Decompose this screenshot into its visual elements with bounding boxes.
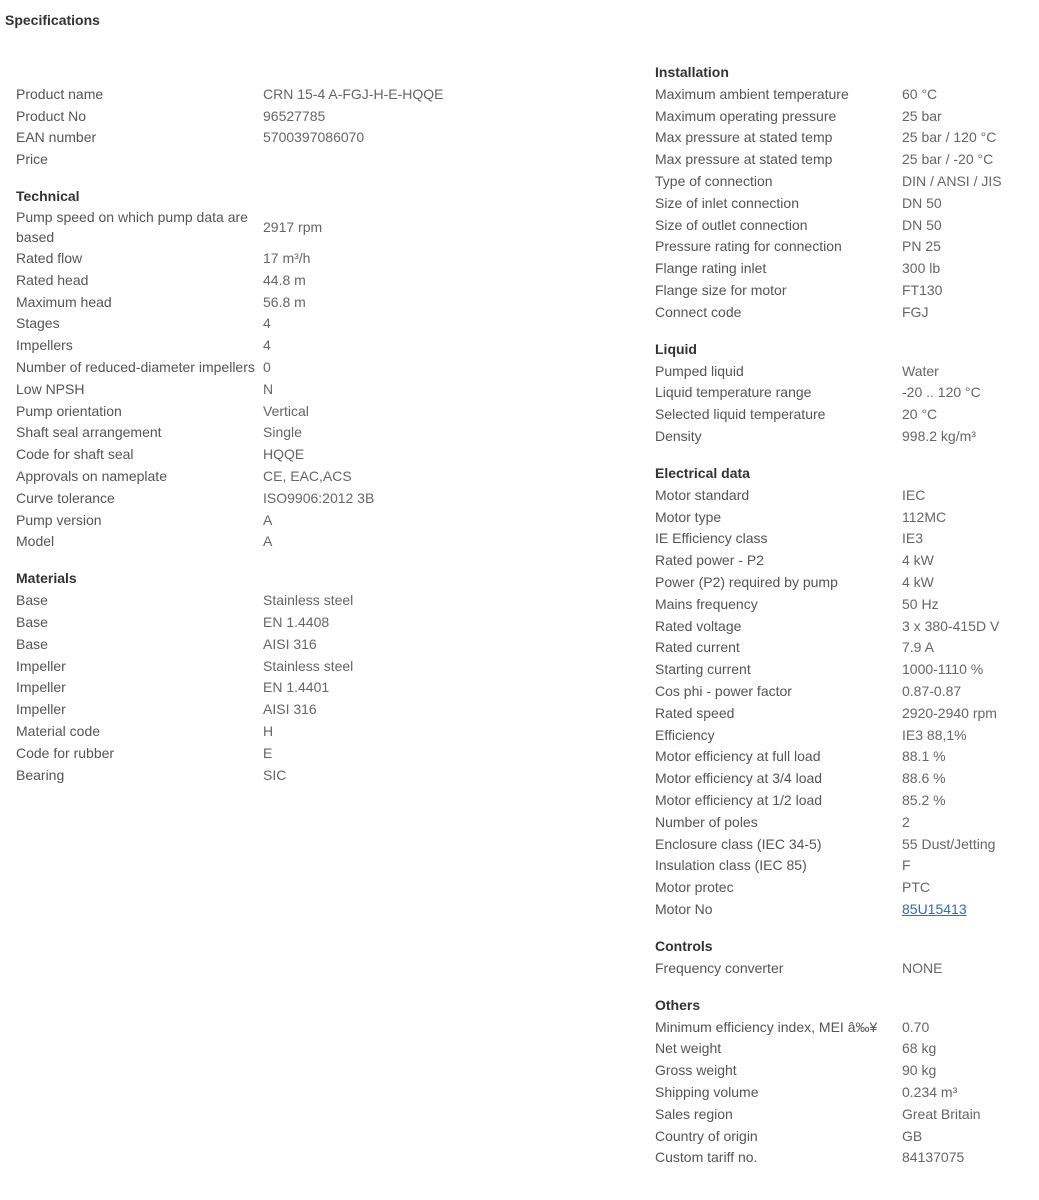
spec-row bbox=[655, 257, 1035, 279]
spec-row bbox=[655, 637, 1035, 659]
spec-value: EN 1.4408 bbox=[263, 614, 330, 631]
spec-label: Impeller bbox=[16, 701, 66, 718]
spec-label: Motor No bbox=[655, 900, 713, 917]
controls-rows bbox=[655, 957, 1035, 979]
spec-label: Type of connection bbox=[655, 173, 773, 190]
spec-label: Minimum efficiency index, MEI â‰¥ bbox=[655, 1018, 878, 1035]
spec-value: N bbox=[263, 380, 274, 397]
spec-label: Model bbox=[16, 533, 55, 550]
spec-value: FGJ bbox=[902, 303, 929, 320]
spec-value: DN 50 bbox=[902, 194, 942, 211]
spec-value: 2920-2940 rpm bbox=[902, 704, 997, 721]
spec-label: Base bbox=[16, 635, 48, 652]
spec-label: Selected liquid temperature bbox=[655, 406, 826, 423]
spec-label: Insulation class (IEC 85) bbox=[655, 857, 807, 874]
spec-label: Motor efficiency at 1/2 load bbox=[655, 792, 823, 808]
spec-value: ISO9906:2012 3B bbox=[263, 489, 375, 506]
spec-row bbox=[16, 698, 436, 720]
spec-label: Cos phi - power factor bbox=[655, 683, 792, 700]
spec-value: Great Britain bbox=[902, 1105, 981, 1122]
spec-label: Connect code bbox=[655, 303, 742, 320]
spec-row bbox=[16, 378, 436, 400]
spec-label: Number of reduced-diameter impellers bbox=[16, 359, 255, 376]
electrical-rows bbox=[655, 484, 1035, 898]
spec-label: Pump orientation bbox=[16, 402, 122, 419]
spec-row bbox=[655, 724, 1035, 746]
spec-row bbox=[655, 360, 1035, 382]
spec-value: H bbox=[263, 723, 274, 740]
spec-row bbox=[655, 382, 1035, 404]
spec-label: Impellers bbox=[16, 337, 73, 354]
spec-row bbox=[16, 611, 436, 633]
spec-value: 112MC bbox=[902, 508, 947, 525]
spec-label: Base bbox=[16, 614, 48, 631]
spec-value: E bbox=[263, 744, 273, 761]
spec-label: Country of origin bbox=[655, 1127, 758, 1144]
spec-row bbox=[16, 531, 436, 553]
spec-row bbox=[655, 615, 1035, 637]
spec-row bbox=[655, 1146, 1035, 1168]
spec-row bbox=[16, 509, 436, 531]
spec-label: Code for shaft seal bbox=[16, 446, 134, 463]
spec-row bbox=[655, 746, 1035, 768]
spec-row bbox=[655, 658, 1035, 680]
spec-row bbox=[16, 313, 436, 335]
spec-label: Product No bbox=[16, 107, 87, 124]
spec-label: Max pressure at stated temp bbox=[655, 151, 833, 168]
spec-row bbox=[16, 589, 436, 611]
spec-value: AISI 316 bbox=[263, 701, 317, 718]
spec-value: CE, EAC,ACS bbox=[263, 468, 352, 485]
spec-label: Rated head bbox=[16, 271, 89, 288]
spec-label: Sales region bbox=[655, 1105, 733, 1122]
spec-value: 88.6 % bbox=[902, 770, 946, 787]
spec-row bbox=[16, 487, 436, 509]
spec-value: 2 bbox=[902, 813, 910, 830]
spec-row bbox=[16, 633, 436, 655]
general-section bbox=[16, 61, 444, 170]
spec-label: Frequency converter bbox=[655, 959, 784, 976]
liquid-rows bbox=[655, 360, 1035, 447]
spec-label: Pump speed on which pump data are based bbox=[16, 209, 248, 246]
spec-label: Motor efficiency at full load bbox=[655, 748, 821, 765]
spec-value: 5700397086070 bbox=[263, 129, 365, 146]
spec-row bbox=[655, 811, 1035, 833]
spec-label: Maximum ambient temperature bbox=[655, 85, 849, 102]
spec-row bbox=[655, 192, 1035, 214]
spec-row bbox=[655, 236, 1035, 258]
others-rows bbox=[655, 1016, 1035, 1169]
spec-value: CRN 15-4 A-FGJ-H-E-HQQE bbox=[263, 85, 444, 102]
spec-row bbox=[16, 742, 436, 764]
spec-value: PN 25 bbox=[902, 238, 941, 255]
technical-section bbox=[16, 185, 436, 552]
spec-label: Pump version bbox=[16, 511, 102, 528]
spec-value: 3 x 380-415D V bbox=[902, 617, 1000, 634]
spec-label: Rated voltage bbox=[655, 617, 742, 634]
spec-value: IE3 88,1% bbox=[902, 726, 967, 743]
spec-row bbox=[16, 269, 436, 291]
spec-label: Rated speed bbox=[655, 704, 735, 721]
spec-value: F bbox=[902, 857, 911, 874]
spec-row bbox=[655, 170, 1035, 192]
spec-label: Base bbox=[16, 592, 48, 609]
spec-value: 998.2 kg/m³ bbox=[902, 428, 976, 445]
spec-value: 50 Hz bbox=[902, 595, 939, 612]
spec-label: Rated power - P2 bbox=[655, 552, 764, 569]
spec-row bbox=[655, 506, 1035, 528]
spec-value: 25 bar / -20 °C bbox=[902, 151, 994, 168]
spec-value: IEC bbox=[902, 486, 926, 503]
spec-value: Stainless steel bbox=[263, 592, 354, 609]
spec-row bbox=[655, 1059, 1035, 1081]
spec-label: Pressure rating for connection bbox=[655, 238, 842, 255]
general-rows bbox=[16, 83, 444, 170]
spec-row bbox=[655, 301, 1035, 323]
spec-label: IE Efficiency class bbox=[655, 530, 768, 547]
spec-row bbox=[655, 957, 1035, 979]
spec-label: Stages bbox=[16, 315, 60, 332]
spec-value: 0.234 m³ bbox=[902, 1083, 958, 1100]
spec-value: 17 m³/h bbox=[263, 250, 311, 267]
spec-value: AISI 316 bbox=[263, 635, 317, 652]
spec-value: Vertical bbox=[263, 402, 309, 419]
spec-value: Stainless steel bbox=[263, 657, 354, 674]
spec-label: Enclosure class (IEC 34-5) bbox=[655, 835, 822, 852]
spec-value: 44.8 m bbox=[263, 271, 306, 288]
spec-label: Low NPSH bbox=[16, 380, 85, 397]
spec-row bbox=[655, 1125, 1035, 1147]
controls-section bbox=[655, 935, 1035, 979]
spec-value: 7.9 A bbox=[902, 639, 934, 656]
spec-row bbox=[16, 443, 436, 465]
spec-label: EAN number bbox=[16, 129, 97, 146]
spec-label: Motor type bbox=[655, 508, 722, 525]
spec-label: Mains frequency bbox=[655, 595, 758, 612]
spec-value: 55 Dust/Jetting bbox=[902, 835, 996, 852]
spec-row bbox=[16, 422, 436, 444]
spec-row bbox=[655, 767, 1035, 789]
spec-value: 300 lb bbox=[902, 260, 941, 277]
spec-value: A bbox=[263, 511, 273, 528]
spec-label: Liquid temperature range bbox=[655, 384, 812, 401]
spec-label: Shipping volume bbox=[655, 1083, 759, 1100]
spec-label: Size of outlet connection bbox=[655, 216, 808, 233]
spec-value: EN 1.4401 bbox=[263, 679, 330, 696]
spec-row bbox=[655, 833, 1035, 855]
spec-label: Pumped liquid bbox=[655, 362, 744, 379]
spec-label: Size of inlet connection bbox=[655, 194, 799, 211]
spec-value: 4 bbox=[263, 315, 271, 332]
spec-value: 20 °C bbox=[902, 406, 938, 423]
spec-label: Max pressure at stated temp bbox=[655, 129, 833, 146]
spec-label: Price bbox=[16, 151, 48, 168]
spec-value: 0.70 bbox=[902, 1018, 930, 1035]
spec-label: Product name bbox=[16, 85, 104, 102]
spec-value: SIC bbox=[263, 766, 287, 783]
spec-row bbox=[655, 148, 1035, 170]
liquid-section bbox=[655, 338, 1035, 447]
spec-value: -20 .. 120 °C bbox=[902, 384, 981, 401]
installation-title: Installation bbox=[655, 64, 729, 80]
installation-section bbox=[655, 61, 1035, 323]
spec-value: 60 °C bbox=[902, 85, 938, 102]
spec-row bbox=[655, 528, 1035, 550]
spec-row bbox=[655, 855, 1035, 877]
spec-row bbox=[16, 764, 436, 786]
right-column bbox=[655, 61, 1035, 1183]
spec-label: Flange rating inlet bbox=[655, 260, 767, 277]
spec-value: Water bbox=[902, 362, 939, 379]
spec-row bbox=[16, 465, 436, 487]
spec-row bbox=[655, 1016, 1035, 1038]
spec-row bbox=[655, 214, 1035, 236]
spec-row bbox=[16, 356, 436, 378]
spec-row bbox=[16, 655, 436, 677]
spec-label: Starting current bbox=[655, 661, 751, 678]
spec-row bbox=[655, 702, 1035, 724]
spec-value: PTC bbox=[902, 879, 930, 896]
spec-value: 0.87-0.87 bbox=[902, 683, 962, 700]
left-column bbox=[16, 61, 444, 801]
others-section bbox=[655, 994, 1035, 1169]
spec-row bbox=[16, 400, 436, 422]
spec-label: Efficiency bbox=[655, 726, 715, 743]
spec-value: A bbox=[263, 533, 273, 550]
controls-title: Controls bbox=[655, 937, 713, 954]
spec-value: 85.2 % bbox=[902, 792, 946, 808]
others-title: Others bbox=[655, 996, 701, 1013]
materials-rows bbox=[16, 589, 436, 785]
spec-row bbox=[16, 677, 436, 699]
spec-row bbox=[655, 105, 1035, 127]
spec-label: Code for rubber bbox=[16, 744, 115, 761]
spec-label: Custom tariff no. bbox=[655, 1149, 758, 1166]
spec-label: Density bbox=[655, 428, 702, 445]
motor-no-link[interactable]: 85U15413 bbox=[902, 900, 967, 917]
spec-value: 0 bbox=[263, 359, 271, 376]
spec-row bbox=[655, 571, 1035, 593]
spec-value: 68 kg bbox=[902, 1040, 937, 1057]
spec-value: GB bbox=[902, 1127, 923, 1144]
spec-value: DIN / ANSI / JIS bbox=[902, 173, 1002, 190]
technical-rows bbox=[16, 207, 436, 552]
spec-value: 4 kW bbox=[902, 552, 934, 569]
spec-row bbox=[655, 279, 1035, 301]
spec-row bbox=[655, 789, 1035, 811]
spec-row bbox=[655, 593, 1035, 615]
spec-label: Maximum head bbox=[16, 293, 112, 310]
spec-label: Rated flow bbox=[16, 250, 83, 267]
spec-value: 4 kW bbox=[902, 574, 934, 591]
technical-title: Technical bbox=[16, 188, 80, 205]
spec-row bbox=[16, 127, 436, 149]
spec-row bbox=[655, 83, 1035, 105]
spec-label: Flange size for motor bbox=[655, 282, 787, 299]
spec-label: Net weight bbox=[655, 1040, 722, 1057]
spec-label: Impeller bbox=[16, 657, 66, 674]
spec-label: Number of poles bbox=[655, 813, 758, 830]
spec-row-motor-no bbox=[655, 898, 1035, 920]
spec-row bbox=[16, 247, 436, 269]
spec-label: Bearing bbox=[16, 766, 65, 783]
spec-label: Shaft seal arrangement bbox=[16, 424, 162, 441]
spec-row bbox=[655, 1037, 1035, 1059]
spec-value: 96527785 bbox=[263, 107, 326, 124]
spec-row bbox=[16, 83, 444, 105]
spec-value: FT130 bbox=[902, 282, 943, 299]
spec-label: Curve tolerance bbox=[16, 489, 115, 506]
materials-section bbox=[16, 567, 436, 785]
spec-row bbox=[655, 425, 1035, 447]
spec-value: NONE bbox=[902, 959, 943, 976]
spec-value: DN 50 bbox=[902, 216, 942, 233]
spec-row bbox=[16, 105, 436, 127]
general-section-spacer bbox=[16, 61, 436, 83]
spec-row bbox=[655, 1103, 1035, 1125]
spec-label: Impeller bbox=[16, 679, 66, 696]
spec-label: Motor efficiency at 3/4 load bbox=[655, 770, 823, 787]
spec-label: Gross weight bbox=[655, 1062, 737, 1079]
spec-label: Motor standard bbox=[655, 486, 750, 503]
spec-row bbox=[16, 207, 436, 247]
spec-value: IE3 bbox=[902, 530, 924, 547]
liquid-title: Liquid bbox=[655, 340, 697, 357]
spec-value: 84137075 bbox=[902, 1149, 965, 1166]
spec-row bbox=[655, 680, 1035, 702]
electrical-title: Electrical data bbox=[655, 464, 750, 481]
electrical-section bbox=[655, 462, 1035, 920]
spec-row bbox=[655, 1081, 1035, 1103]
spec-label: Approvals on nameplate bbox=[16, 468, 167, 485]
materials-title: Materials bbox=[16, 570, 77, 587]
page-title: Specifications bbox=[5, 12, 100, 28]
spec-row bbox=[16, 291, 436, 313]
spec-row bbox=[655, 876, 1035, 898]
spec-label: Maximum operating pressure bbox=[655, 107, 837, 124]
spec-row bbox=[655, 549, 1035, 571]
spec-label: Motor protec bbox=[655, 879, 734, 896]
spec-value: 25 bar / 120 °C bbox=[902, 129, 997, 146]
spec-row bbox=[655, 403, 1035, 425]
installation-rows bbox=[655, 83, 1035, 323]
spec-value: 25 bar bbox=[902, 107, 942, 124]
spec-value: 2917 rpm bbox=[263, 219, 323, 236]
spec-label: Material code bbox=[16, 723, 101, 740]
spec-row bbox=[655, 127, 1035, 149]
spec-label: Power (P2) required by pump bbox=[655, 574, 838, 591]
spec-label: Rated current bbox=[655, 639, 740, 656]
spec-value: 90 kg bbox=[902, 1062, 937, 1079]
spec-value: Single bbox=[263, 424, 302, 441]
spec-value: 1000-1110 % bbox=[902, 661, 984, 678]
spec-row bbox=[655, 484, 1035, 506]
spec-row bbox=[16, 148, 436, 170]
spec-value: 56.8 m bbox=[263, 293, 306, 310]
spec-value: 88.1 % bbox=[902, 748, 946, 765]
spec-row bbox=[16, 334, 436, 356]
spec-value: 4 bbox=[263, 337, 271, 354]
spec-value: HQQE bbox=[263, 446, 305, 463]
spec-row bbox=[16, 720, 436, 742]
